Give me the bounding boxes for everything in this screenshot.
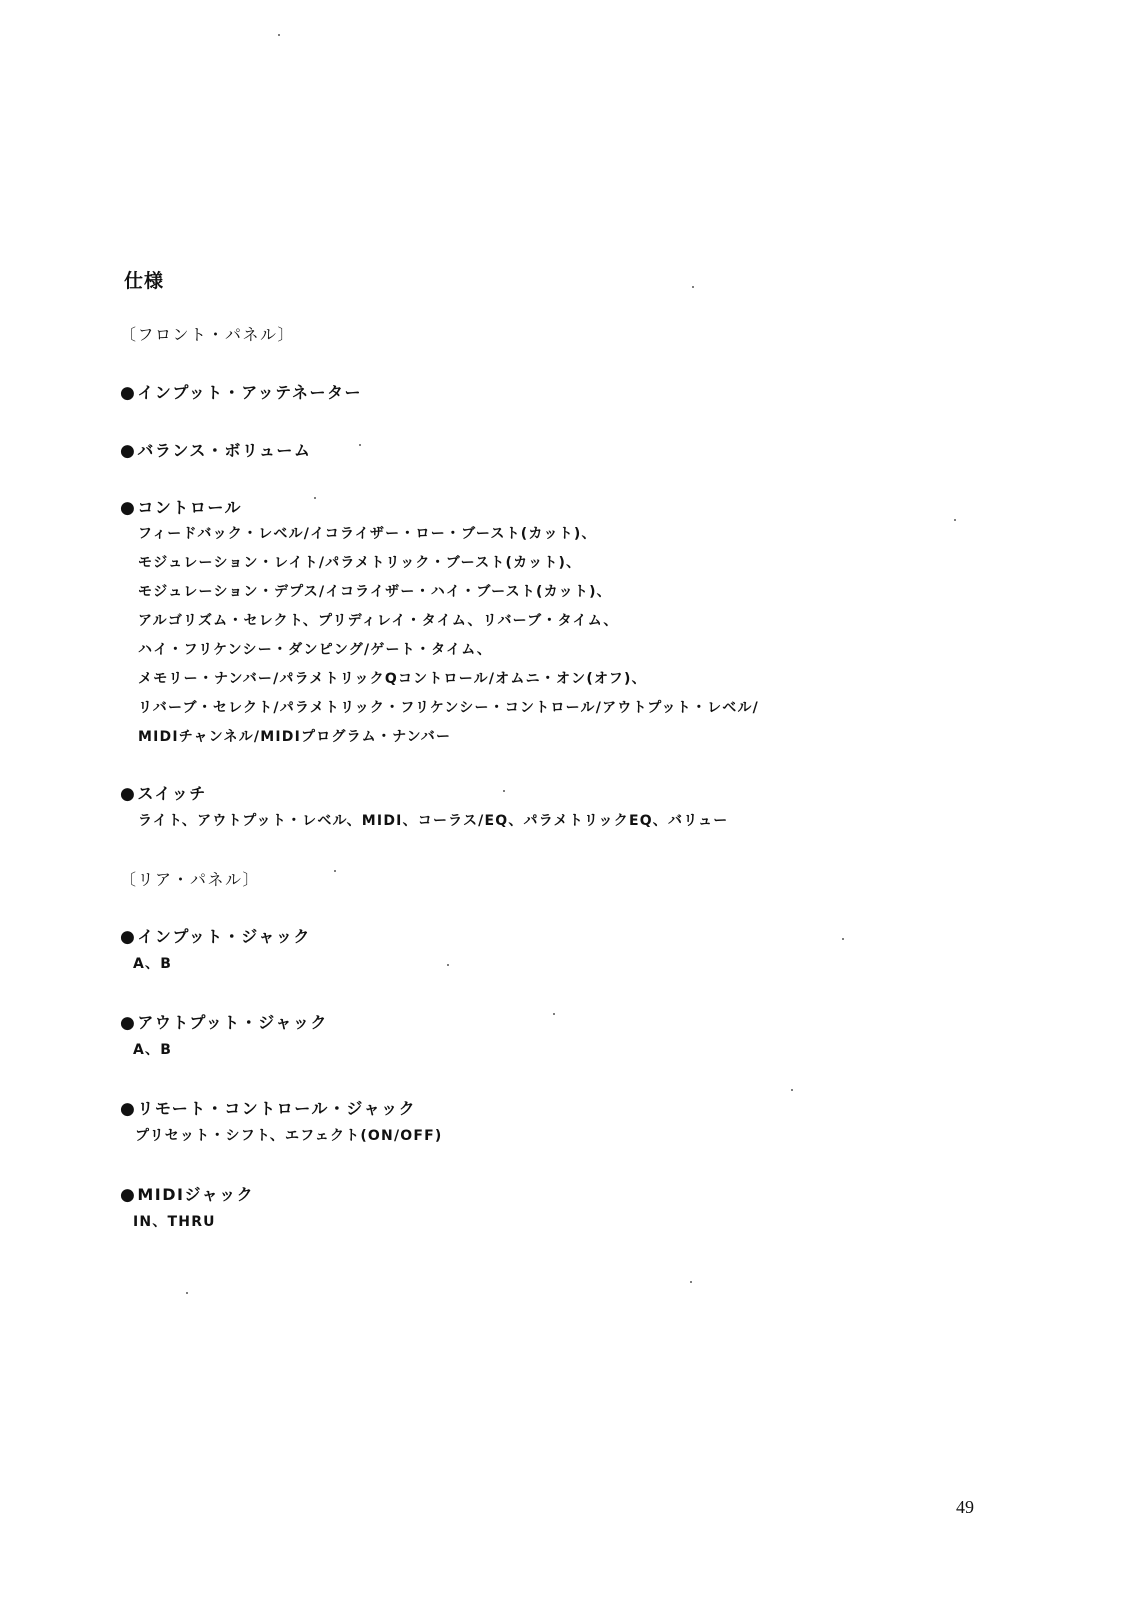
spec-item-remote-control-jack	[120, 1096, 416, 1119]
bullet-icon: ●	[120, 498, 137, 518]
scan-speck	[186, 1292, 188, 1294]
spec-item-label: インプット・アッテネーター	[137, 383, 362, 402]
spec-item-label: インプット・ジャック	[137, 927, 311, 946]
output-jack-detail	[133, 1036, 172, 1065]
scan-speck	[334, 870, 336, 872]
detail-line: フィードバック・レベル/イコライザー・ロー・ブースト(カット)、	[138, 526, 597, 542]
spec-item-label: リモート・コントロール・ジャック	[137, 1099, 417, 1118]
bullet-icon: ●	[120, 441, 137, 461]
input-jack-detail	[133, 950, 172, 979]
detail-line: MIDIチャンネル/MIDIプログラム・ナンバー	[138, 729, 452, 745]
controls-detail-list	[138, 520, 759, 752]
scan-speck	[503, 790, 505, 792]
bullet-icon: ●	[120, 383, 137, 403]
bullet-icon: ●	[120, 1185, 137, 1205]
switches-detail	[138, 807, 728, 836]
spec-item-input-attenuator	[120, 380, 362, 403]
page-number: 49	[956, 1497, 974, 1517]
scan-speck	[954, 519, 956, 521]
scan-speck	[692, 286, 694, 288]
remote-control-jack-detail	[135, 1122, 443, 1151]
spec-item-balance-volume	[120, 438, 311, 461]
detail-line: アルゴリズム・セレクト、プリディレイ・タイム、リバーブ・タイム、	[138, 613, 619, 629]
detail-line: IN、THRU	[133, 1214, 216, 1230]
front-panel-heading: 〔フロント・パネル〕	[120, 325, 296, 344]
detail-line: ライト、アウトプット・レベル、MIDI、コーラス/EQ、パラメトリックEQ、バリュー	[138, 813, 729, 829]
detail-line: ハイ・フリケンシー・ダンピング/ゲート・タイム、	[138, 642, 493, 658]
spec-item-label: スイッチ	[137, 784, 207, 803]
detail-line: リバーブ・セレクト/パラメトリック・フリケンシー・コントロール/アウトプット・レベル/	[138, 700, 759, 716]
spec-item-output-jack	[120, 1010, 328, 1033]
scan-speck	[842, 938, 844, 940]
spec-item-input-jack	[120, 924, 311, 947]
bullet-icon: ●	[120, 784, 137, 804]
scan-speck	[447, 964, 449, 966]
scan-speck	[278, 34, 280, 36]
bullet-icon: ●	[120, 1099, 137, 1119]
bullet-icon: ●	[120, 927, 137, 947]
scan-speck	[314, 497, 316, 499]
page-title: 仕様	[124, 270, 165, 292]
spec-item-switches	[120, 781, 207, 804]
bullet-icon: ●	[120, 1013, 137, 1033]
detail-line: モジュレーション・レイト/パラメトリック・ブースト(カット)、	[138, 555, 582, 571]
detail-line: モジュレーション・デプス/イコライザー・ハイ・ブースト(カット)、	[138, 584, 612, 600]
scan-speck	[553, 1013, 555, 1015]
rear-panel-heading: 〔リア・パネル〕	[120, 870, 261, 889]
scan-speck	[359, 444, 361, 446]
detail-line: A、B	[133, 956, 173, 972]
spec-item-label: アウトプット・ジャック	[137, 1013, 328, 1032]
spec-item-label: コントロール	[137, 498, 243, 517]
scan-speck	[791, 1089, 793, 1091]
spec-item-controls	[120, 495, 242, 518]
detail-line: プリセット・シフト、エフェクト(ON/OFF)	[135, 1128, 443, 1144]
spec-item-label: MIDIジャック	[137, 1185, 255, 1204]
spec-item-midi-jack	[120, 1182, 254, 1205]
midi-jack-detail	[133, 1208, 216, 1237]
spec-item-label: バランス・ボリューム	[137, 441, 312, 460]
detail-line: メモリー・ナンバー/パラメトリックQコントロール/オムニ・オン(オフ)、	[138, 671, 647, 687]
scan-speck	[690, 1281, 692, 1283]
detail-line: A、B	[133, 1042, 173, 1058]
